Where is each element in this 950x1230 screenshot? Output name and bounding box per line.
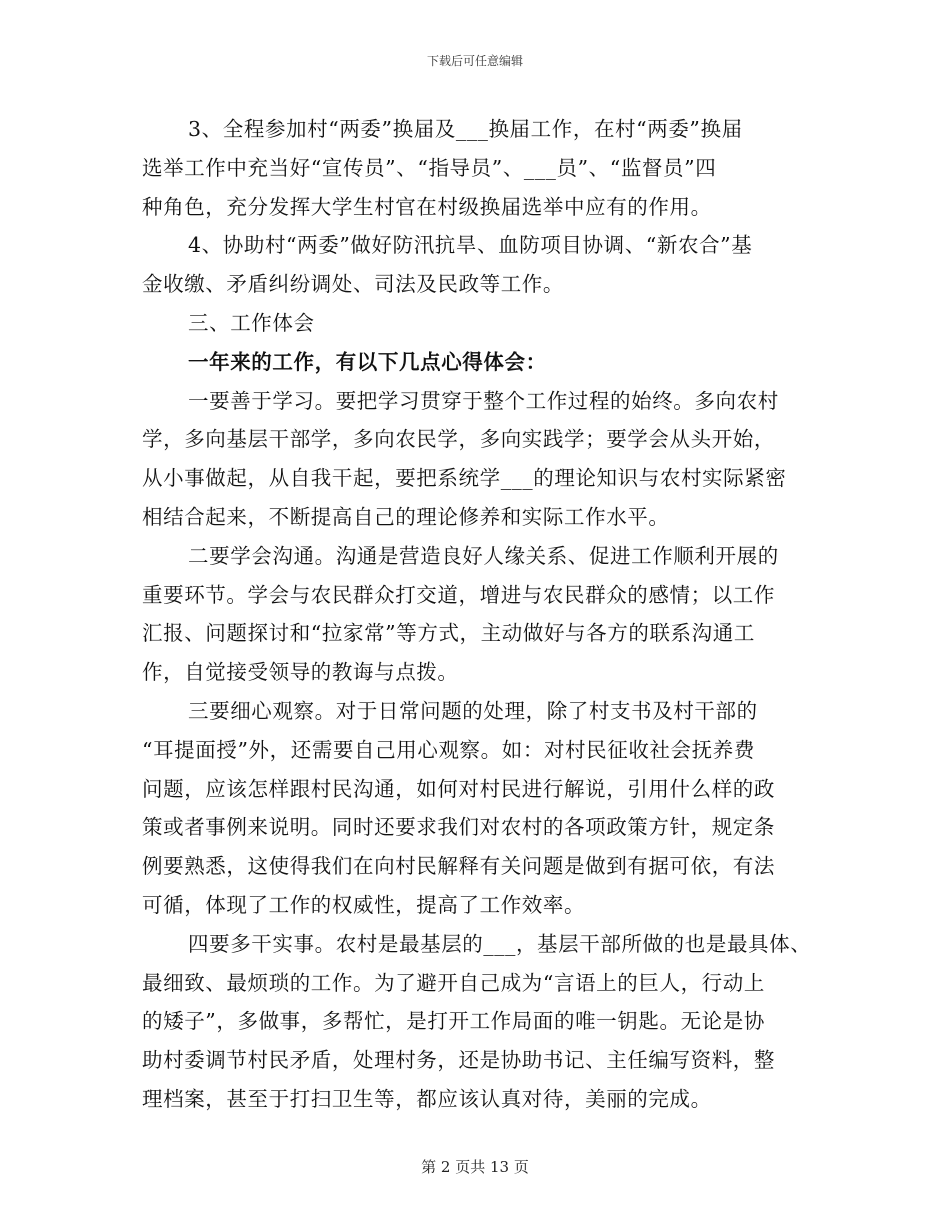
text-line: 作，自觉接受领导的教诲与点拨。 bbox=[142, 660, 459, 685]
text-line: 问题，应该怎样跟村民沟通，如何对村民进行解说，引用什么样的政 bbox=[142, 776, 775, 801]
text-line: 一年来的工作，有以下几点心得体会： bbox=[188, 349, 547, 374]
text-line: 三、工作体会 bbox=[188, 310, 315, 335]
text-line: 3、全程参加村“两委”换届及___换届工作，在村“两委”换届 bbox=[188, 117, 743, 141]
text-line: 的矮子”，多做事，多帮忙，是打开工作局面的唯一钥匙。无论是协 bbox=[142, 1009, 765, 1034]
text-line: 选举工作中充当好“宣传员”、“指导员”、___员”、“监督员”四 bbox=[142, 155, 717, 180]
text-line: 汇报、问题探讨和“拉家常”等方式，主动做好与各方的联系沟通工 bbox=[142, 621, 755, 646]
text-line: 相结合起来，不断提高自己的理论修养和实际工作水平。 bbox=[142, 504, 670, 529]
text-line: 种角色，充分发挥大学生村官在村级换届选举中应有的作用。 bbox=[142, 194, 712, 219]
text-line: 最细致、最烦琐的工作。为了避开自己成为“言语上的巨人，行动上 bbox=[142, 970, 765, 995]
text-line: 四要多干实事。农村是最基层的___，基层干部所做的也是最具体、 bbox=[188, 931, 812, 956]
text-line: 重要环节。学会与农民群众打交道，增进与农民群众的感情；以工作 bbox=[142, 582, 775, 607]
text-line: 策或者事例来说明。同时还要求我们对农村的各项政策方针，规定条 bbox=[142, 815, 775, 840]
text-line: 二要学会沟通。沟通是营造良好人缘关系、促进工作顺利开展的 bbox=[188, 543, 779, 568]
page-footer: 第 2 页共 13 页 bbox=[421, 1158, 529, 1176]
text-line: 理档案，甚至于打扫卫生等，都应该认真对待，美丽的完成。 bbox=[142, 1086, 712, 1111]
text-line: 助村委调节村民矛盾，处理村务，还是协助书记、主任编写资料，整 bbox=[142, 1048, 775, 1073]
text-line: 4、协助村“两委”做好防汛抗旱、血防项目协调、“新农合”基 bbox=[188, 233, 753, 258]
text-line: 学，多向基层干部学，多向农民学，多向实践学；要学会从头开始， bbox=[142, 427, 775, 452]
text-line: 可循，体现了工作的权威性，提高了工作效率。 bbox=[142, 892, 586, 917]
text-line: “耳提面授”外，还需要自己用心观察。如：对村民征收社会抚养费 bbox=[142, 737, 755, 762]
text-line: 金收缴、矛盾纠纷调处、司法及民政等工作。 bbox=[142, 272, 564, 297]
text-line: 三要细心观察。对于日常问题的处理，除了村支书及村干部的 bbox=[188, 698, 758, 723]
text-line: 例要熟悉，这使得我们在向村民解释有关问题是做到有据可依，有法 bbox=[142, 854, 775, 879]
page-header: 下载后可任意编辑 bbox=[426, 54, 523, 68]
text-line: 从小事做起，从自我干起，要把系统学___的理论知识与农村实际紧密 bbox=[142, 466, 787, 491]
document-body bbox=[142, 110, 832, 1119]
text-line: 一要善于学习。要把学习贯穿于整个工作过程的始终。多向农村 bbox=[188, 388, 779, 413]
